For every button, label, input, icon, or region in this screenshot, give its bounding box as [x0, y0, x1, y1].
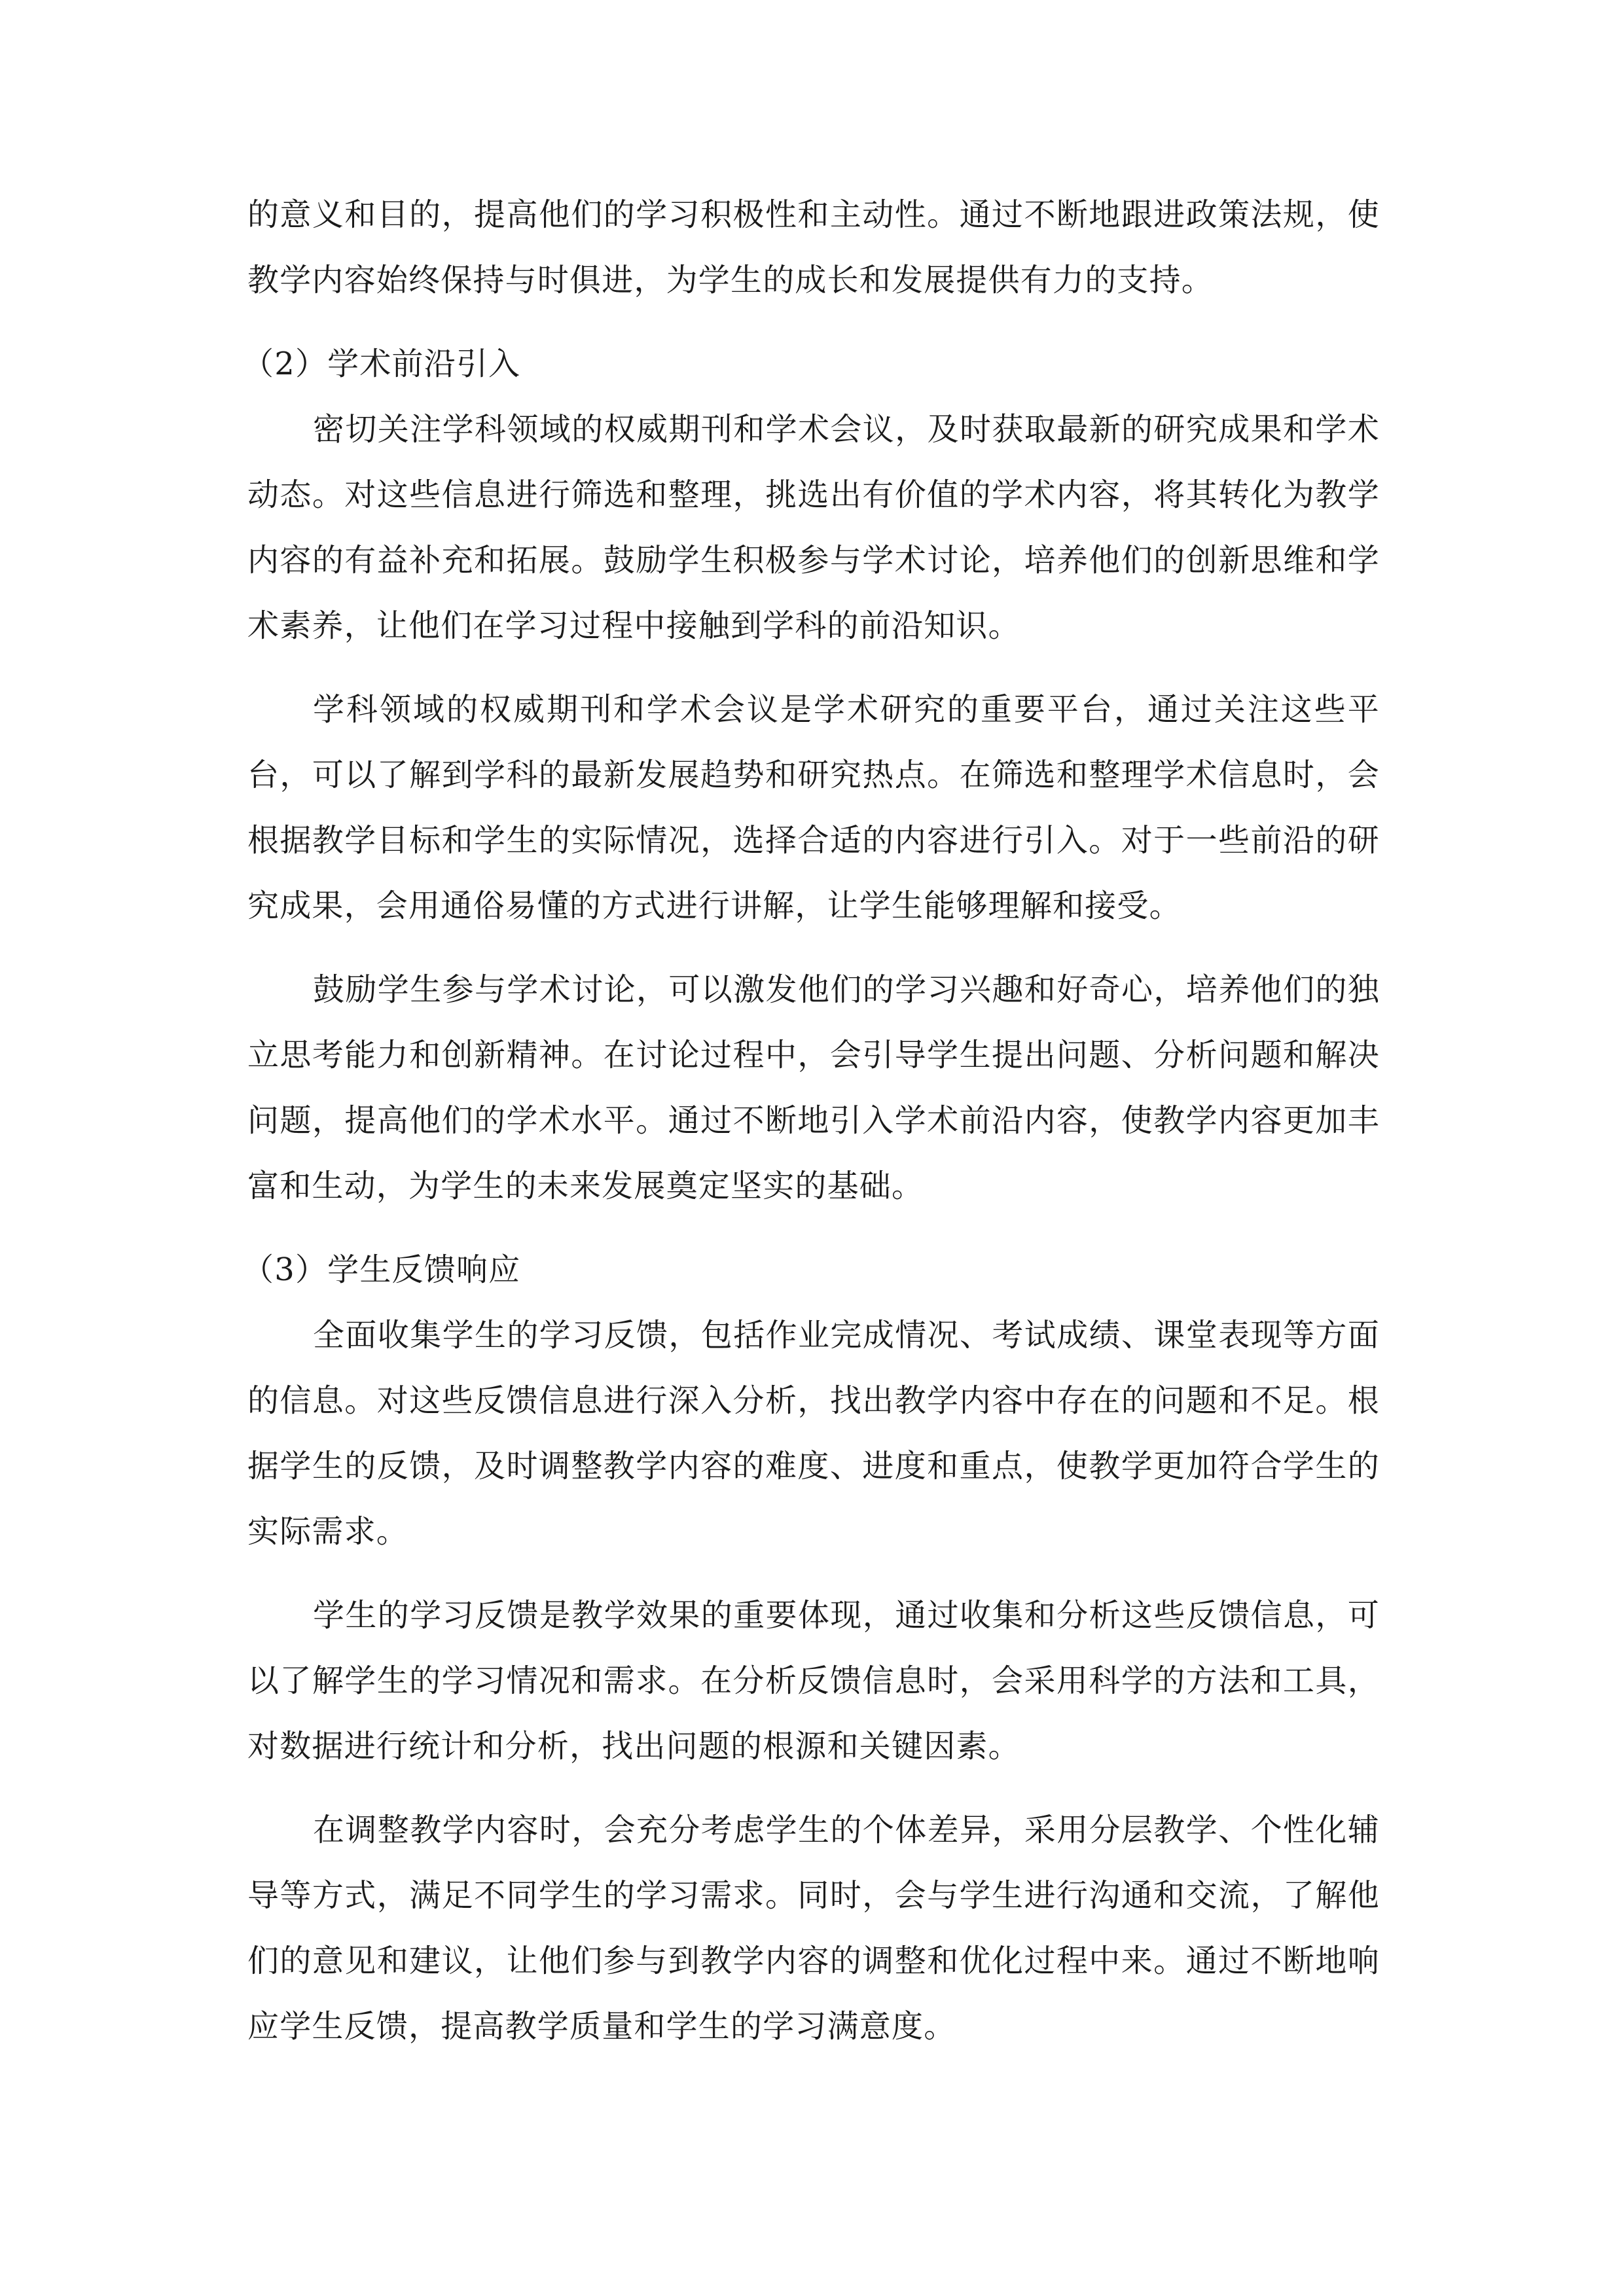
- document-body: [242, 182, 1380, 2059]
- paragraph: 学生的学习反馈是教学效果的重要体现，通过收集和分析这些反馈信息，可以了解学生的学习情况和需求。在分析反馈信息时，会采用科学的方法和工具，对数据进行统计和分析，找出问题的根源和关键因素。: [247, 1597, 1380, 1765]
- section-heading-student-feedback: （3）学生反馈响应: [242, 1251, 521, 1288]
- paragraph: 学科领域的权威期刊和学术会议是学术研究的重要平台，通过关注这些平台，可以了解到学科的最新发展趋势和研究热点。在筛选和整理学术信息时，会根据教学目标和学生的实际情况，选择合适的内容进行引入。对于一些前沿的研究成果，会用通俗易懂的方式进行讲解，让学生能够理解和接受。: [247, 691, 1380, 924]
- paragraph: 全面收集学生的学习反馈，包括作业完成情况、考试成绩、课堂表现等方面的信息。对这些反馈信息进行深入分析，找出教学内容中存在的问题和不足。根据学生的反馈，及时调整教学内容的难度、进度和重点，使教学更加符合学生的实际需求。: [247, 1317, 1380, 1550]
- paragraph: 在调整教学内容时，会充分考虑学生的个体差异，采用分层教学、个性化辅导等方式，满足不同学生的学习需求。同时，会与学生进行沟通和交流，了解他们的意见和建议，让他们参与到教学内容的调整和优化过程中来。通过不断地响应学生反馈，提高教学质量和学生的学习满意度。: [247, 1812, 1380, 2045]
- paragraph: 密切关注学科领域的权威期刊和学术会议，及时获取最新的研究成果和学术动态。对这些信息进行筛选和整理，挑选出有价值的学术内容，将其转化为教学内容的有益补充和拓展。鼓励学生积极参与学术讨论，培养他们的创新思维和学术素养，让他们在学习过程中接触到学科的前沿知识。: [247, 411, 1380, 644]
- section-heading-academic-frontier: （2）学术前沿引入: [242, 346, 521, 382]
- paragraph-continuation: 的意义和目的，提高他们的学习积极性和主动性。通过不断地跟进政策法规，使教学内容始终保持与时俱进，为学生的成长和发展提供有力的支持。: [247, 196, 1380, 298]
- paragraph: 鼓励学生参与学术讨论，可以激发他们的学习兴趣和好奇心，培养他们的独立思考能力和创新精神。在讨论过程中，会引导学生提出问题、分析问题和解决问题，提高他们的学术水平。通过不断地引入学术前沿内容，使教学内容更加丰富和生动，为学生的未来发展奠定坚实的基础。: [247, 971, 1380, 1204]
